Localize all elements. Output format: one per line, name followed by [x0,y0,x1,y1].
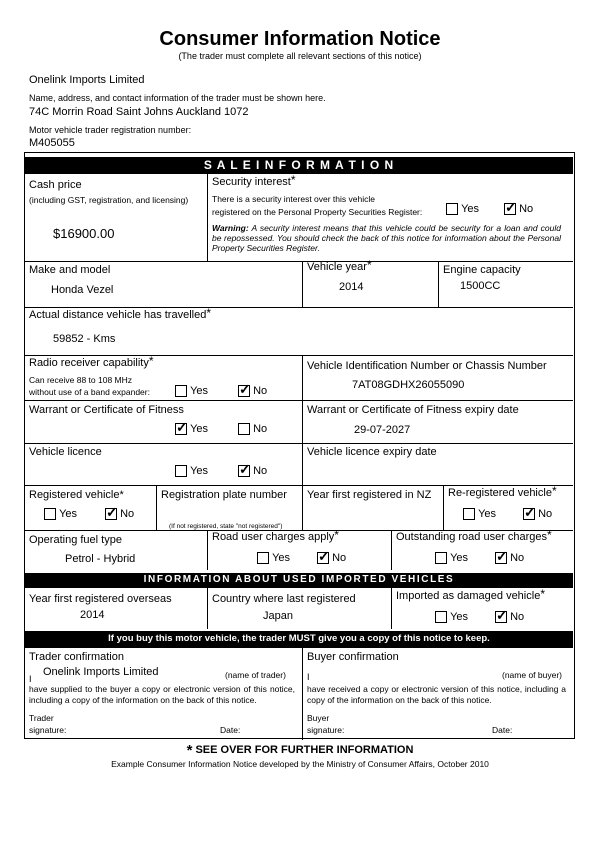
vin-label: Vehicle Identification Number or Chassis Number [307,360,547,372]
overseas-value: 2014 [80,609,105,621]
outstanding-ruc-label: Outstanding road user charges* [396,528,552,543]
imported-vehicles-bar: INFORMATION ABOUT USED IMPORTED VEHICLES [25,573,573,587]
vehicle-year-value: 2014 [339,281,364,293]
rereg-label: Re-registered vehicle* [448,484,557,499]
country-label: Country where last registered [212,593,356,605]
checked-checkbox-icon[interactable] [175,423,187,435]
page-subtitle: (The trader must complete all relevant sections of this notice) [178,51,422,61]
checkbox-icon[interactable] [44,508,56,520]
footer-credit: Example Consumer Information Notice developed by the Ministry of Consumer Affairs, October 2010 [111,759,489,769]
consumer-information-form [24,152,575,739]
plate-note: (If not registered, state "not registered") [169,523,283,530]
fuel-value: Petrol - Hybrid [65,553,136,565]
radio-yes-option[interactable]: Yes [175,385,208,397]
security-line-2: registered on the Personal Property Securities Register: [212,207,423,217]
checked-checkbox-icon[interactable] [523,508,535,520]
licence-no-option[interactable]: ✓ No [238,465,267,477]
damaged-yes-option[interactable]: Yes [435,611,468,623]
trader-sig-label-2: signature: [29,725,67,735]
radio-line-2: without use of a band expander: [29,387,150,397]
damaged-no-option[interactable]: ✓ No [495,611,524,623]
checkbox-icon[interactable] [238,423,250,435]
registered-yes-option[interactable]: Yes [44,508,77,520]
registered-vehicle-label: Registered vehicle* [29,489,124,501]
outstanding-ruc-no-option[interactable]: ✓ No [495,552,524,564]
fuel-label: Operating fuel type [29,534,122,546]
engine-capacity-label: Engine capacity [443,264,521,276]
vehicle-year-label: Vehicle year* [307,258,372,273]
damaged-label: Imported as damaged vehicle* [396,587,545,602]
confirmation-bar: If you buy this motor vehicle, the trader MUST give you a copy of this notice to keep. [25,631,573,647]
trader-sig-label-1: Trader [29,713,54,723]
security-yes-option[interactable]: Yes [446,203,479,215]
registered-no-option[interactable]: ✓ No [105,508,134,520]
wof-no-option[interactable]: No [238,423,267,435]
wof-label: Warrant or Certificate of Fitness [29,404,184,416]
trader-date-label: Date: [220,725,241,735]
see-over-note: * SEE OVER FOR FURTHER INFORMATION [186,742,414,759]
plate-label: Registration plate number [161,489,287,501]
engine-capacity-value: 1500CC [460,280,501,292]
security-line-1: There is a security interest over this vehicle [212,194,375,204]
distance-value: 59852 - Kms [53,333,116,345]
country-value: Japan [263,610,293,622]
buyer-confirmation-label: Buyer confirmation [307,651,399,663]
security-warning: Warning: A security interest means that this vehicle could be security for a loan and could be repossessed. You should check the back of this notice for information about the Personal Property Securities Register. [212,223,561,253]
security-interest-label: Security interest* [212,173,296,188]
checkbox-icon[interactable] [257,552,269,564]
sale-information-bar: S A L E I N F O R M A T I O N [25,157,573,174]
radio-no-option[interactable]: ✓ No [238,385,267,397]
vin-value: 7AT08GDHX26055090 [352,379,465,391]
rereg-yes-option[interactable]: Yes [463,508,496,520]
checkbox-icon[interactable] [435,611,447,623]
checked-checkbox-icon[interactable] [495,552,507,564]
wof-expiry-value: 29-07-2027 [354,424,411,436]
trader-confirmation-label: Trader confirmation [29,651,124,663]
checkbox-icon[interactable] [463,508,475,520]
trader-i: I [29,674,32,684]
trader-name: Onelink Imports Limited [29,74,145,86]
checked-checkbox-icon[interactable] [238,385,250,397]
name-of-buyer: (name of buyer) [502,670,562,680]
buyer-i: I [307,672,310,682]
buyer-date-label: Date: [492,725,513,735]
security-no-option[interactable]: ✓ No [504,203,533,215]
cash-price-value: $16900.00 [53,226,115,241]
name-of-trader: (name of trader) [225,670,286,680]
address-label: Name, address, and contact information of the trader must be shown here. [29,93,326,103]
radio-line-1: Can receive 88 to 108 MHz [29,375,132,385]
licence-label: Vehicle licence [29,446,102,458]
checked-checkbox-icon[interactable] [238,465,250,477]
rereg-no-option[interactable]: ✓ No [523,508,552,520]
checkbox-icon[interactable] [175,465,187,477]
cash-price-note: (including GST, registration, and licensing) [29,195,189,205]
distance-label: Actual distance vehicle has travelled* [29,306,211,321]
page-title: Consumer Information Notice [159,28,441,50]
buyer-confirm-text: have received a copy or electronic version of this notice, including a copy of the information on the back of this notice. [307,684,566,705]
checked-checkbox-icon[interactable] [105,508,117,520]
ruc-label: Road user charges apply* [212,528,339,543]
checked-checkbox-icon[interactable] [504,203,516,215]
checked-checkbox-icon[interactable] [317,552,329,564]
trader-confirm-text: have supplied to the buyer a copy or electronic version of this notice, including a copy of the information on the back of this notice. [29,684,295,705]
licence-yes-option[interactable]: Yes [175,465,208,477]
first-reg-nz-label: Year first registered in NZ [307,489,432,501]
ruc-yes-option[interactable]: Yes [257,552,290,564]
buyer-sig-label-1: Buyer [307,713,330,723]
buyer-sig-label-2: signature: [307,725,345,735]
checkbox-icon[interactable] [435,552,447,564]
trader-confirm-name: Onelink Imports Limited [43,666,159,678]
overseas-label: Year first registered overseas [29,593,172,605]
checkbox-icon[interactable] [446,203,458,215]
registration-label: Motor vehicle trader registration number: [29,125,192,135]
wof-yes-option[interactable]: ✓ Yes [175,423,208,435]
cash-price-label: Cash price [29,179,82,191]
licence-expiry-label: Vehicle licence expiry date [307,446,437,458]
ruc-no-option[interactable]: ✓ No [317,552,346,564]
radio-label: Radio receiver capability* [29,354,154,369]
wof-expiry-label: Warrant or Certificate of Fitness expiry date [307,404,519,416]
outstanding-ruc-yes-option[interactable]: Yes [435,552,468,564]
checked-checkbox-icon[interactable] [495,611,507,623]
make-model-label: Make and model [29,264,111,276]
checkbox-icon[interactable] [175,385,187,397]
make-model-value: Honda Vezel [51,284,114,296]
registration-number: M405055 [29,137,75,149]
trader-address: 74C Morrin Road Saint Johns Auckland 1072 [29,106,249,118]
